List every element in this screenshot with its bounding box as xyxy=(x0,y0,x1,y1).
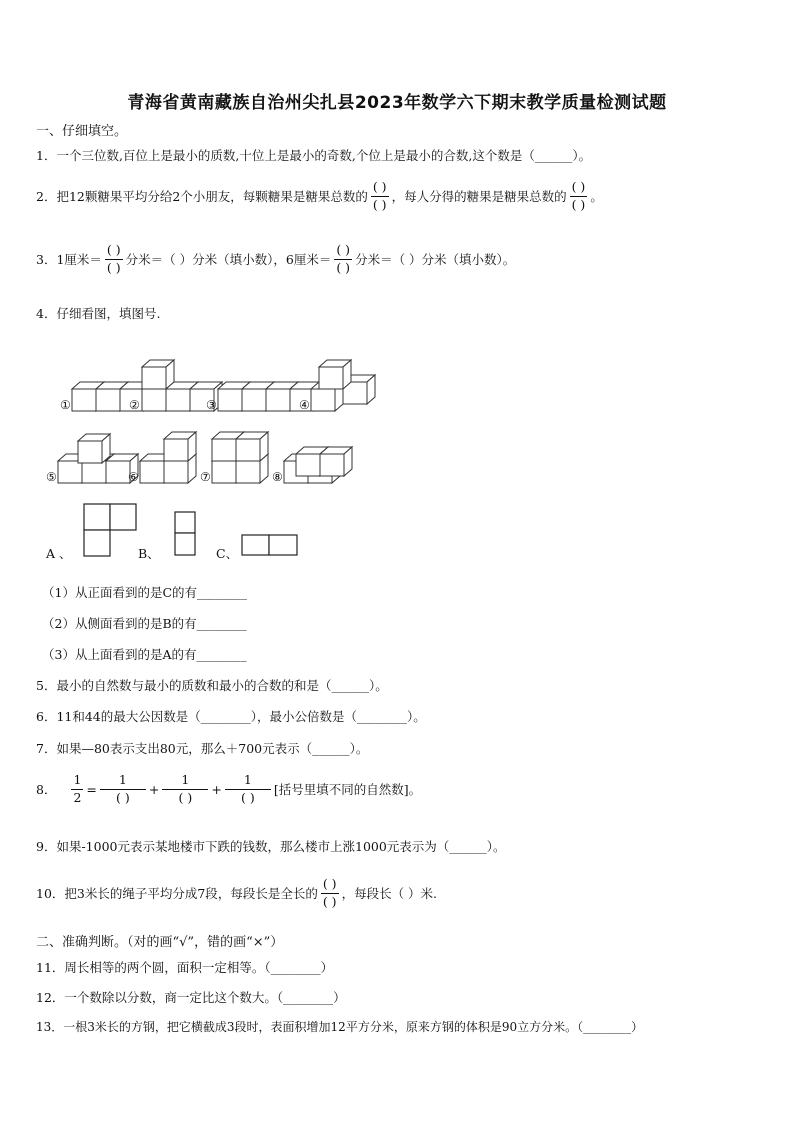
section-2-heading: 二、准确判断。（对的画“√”，错的画“×”） xyxy=(36,935,284,950)
question-number: 13． xyxy=(36,1020,64,1034)
question-text: 。 xyxy=(590,189,603,204)
figure-label-1: ① xyxy=(60,398,71,412)
plus-sign: + xyxy=(211,781,222,797)
question-text: 如果-1000元表示某地楼市下跌的钱数，那么楼市上涨1000元表示为（______）。 xyxy=(56,839,506,854)
fraction-blank[interactable]: $\frac{( )}{( )}$ xyxy=(336,242,351,275)
fraction-blank[interactable]: $\frac{( )}{( )}$ xyxy=(322,876,337,909)
view-b-shape xyxy=(175,512,195,555)
question-text: 1厘米＝ xyxy=(56,252,102,267)
question-number: 7． xyxy=(36,741,57,756)
question-5 xyxy=(36,676,388,694)
fraction-blank[interactable]: $\frac{( )}{( )}$ xyxy=(571,179,586,212)
figure-1 xyxy=(72,382,152,411)
figure-label-4: ④ xyxy=(299,398,310,412)
question-text: 如果—80表示支出80元，那么＋700元表示（______）。 xyxy=(56,741,369,756)
question-text: 周长相等的两个圆，面积一定相等。（________） xyxy=(64,960,334,975)
view-a-shape xyxy=(84,504,136,556)
question-number: 11． xyxy=(36,960,65,975)
page-title: 青海省黄南藏族自治州尖扎县2023年数学六下期末教学质量检测试题 xyxy=(127,93,667,113)
question-6 xyxy=(36,707,426,725)
question-number: 3． xyxy=(36,252,57,267)
figure-8 xyxy=(284,447,352,483)
question-text: 分米＝（ ）分米（填小数）。 xyxy=(355,252,516,267)
question-text: ，每段长（ ）米. xyxy=(341,886,438,901)
question-text: 一根3米长的方钢，把它横截成3段时，表面积增加12平方分米，原来方钢的体积是90立方分米。（________） xyxy=(63,1020,644,1034)
sub-question-3: （3）从上面看到的是A的有________ xyxy=(42,647,247,662)
question-number: 10． xyxy=(36,886,65,901)
fraction-blank[interactable]: $\frac{1}{( )}$ xyxy=(162,773,208,805)
figure-7 xyxy=(212,432,268,483)
question-text: 分米＝（ ）分米（填小数），6厘米＝ xyxy=(125,252,332,267)
view-c-shape xyxy=(242,535,297,555)
question-text: 11和44的最大公因数是（________），最小公倍数是（________）。 xyxy=(56,709,426,724)
question-number: 4． xyxy=(36,306,57,321)
fraction-blank[interactable]: $\frac{1}{( )}$ xyxy=(225,773,271,805)
question-text: 仔细看图，填图号. xyxy=(56,306,161,321)
figure-label-3: ③ xyxy=(206,398,217,412)
question-number: 6． xyxy=(36,709,57,724)
question-8 xyxy=(36,773,421,805)
question-12 xyxy=(36,988,346,1006)
fraction-blank[interactable]: $\frac{( )}{( )}$ xyxy=(372,179,387,212)
sub-question-2: （2）从侧面看到的是B的有________ xyxy=(42,616,247,631)
figure-label-5: ⑤ xyxy=(46,470,57,484)
question-text: 一个数除以分数，商一定比这个数大。（________） xyxy=(64,990,346,1005)
figure-label-2: ② xyxy=(129,398,140,412)
question-text: 最小的自然数与最小的质数和最小的合数的和是（______）。 xyxy=(56,678,388,693)
view-label-a: A 、 xyxy=(46,546,72,561)
fraction-one-half: $\frac{1}{2}$ xyxy=(73,772,82,805)
question-text: ，每人分得的糖果是糖果总数的 xyxy=(391,189,567,204)
question-13 xyxy=(36,1018,643,1035)
figure-5 xyxy=(58,434,138,483)
view-label-c: C、 xyxy=(216,546,239,561)
figure-4 xyxy=(311,360,375,411)
question-number: 5． xyxy=(36,678,57,693)
question-11 xyxy=(36,958,333,976)
figure-label-8: ⑧ xyxy=(272,470,283,484)
question-text: 把3米长的绳子平均分成7段，每段长是全长的 xyxy=(64,886,318,901)
plus-sign: + xyxy=(148,781,160,797)
sub-question-1: （1）从正面看到的是C的有________ xyxy=(42,585,248,600)
figure-label-6: ⑥ xyxy=(128,470,139,484)
question-number: 2． xyxy=(36,189,57,204)
question-9 xyxy=(36,837,506,855)
view-label-b: B、 xyxy=(138,546,160,561)
figure-6 xyxy=(140,432,196,483)
section-1-heading: 一、仔细填空。 xyxy=(36,124,128,139)
question-number: 8． xyxy=(36,782,57,797)
question-7 xyxy=(36,739,368,757)
question-number: 9． xyxy=(36,839,57,854)
fraction-blank[interactable]: $\frac{1}{( )}$ xyxy=(100,773,146,805)
question-text: 把12颗糖果平均分给2个小朋友，每颗糖果是糖果总数的 xyxy=(56,189,368,204)
question-number: 12． xyxy=(36,990,65,1005)
figure-label-7: ⑦ xyxy=(200,470,211,484)
equals-sign: = xyxy=(86,781,97,797)
question-10 xyxy=(36,877,437,909)
fraction-blank[interactable]: $\frac{( )}{( )}$ xyxy=(106,242,121,275)
question-number: 1． xyxy=(36,148,57,163)
question-text: 一个三位数,百位上是最小的质数,十位上是最小的奇数,个位上是最小的合数,这个数是（______）。 xyxy=(56,148,592,163)
question-text: [括号里填不同的自然数]。 xyxy=(273,782,422,797)
